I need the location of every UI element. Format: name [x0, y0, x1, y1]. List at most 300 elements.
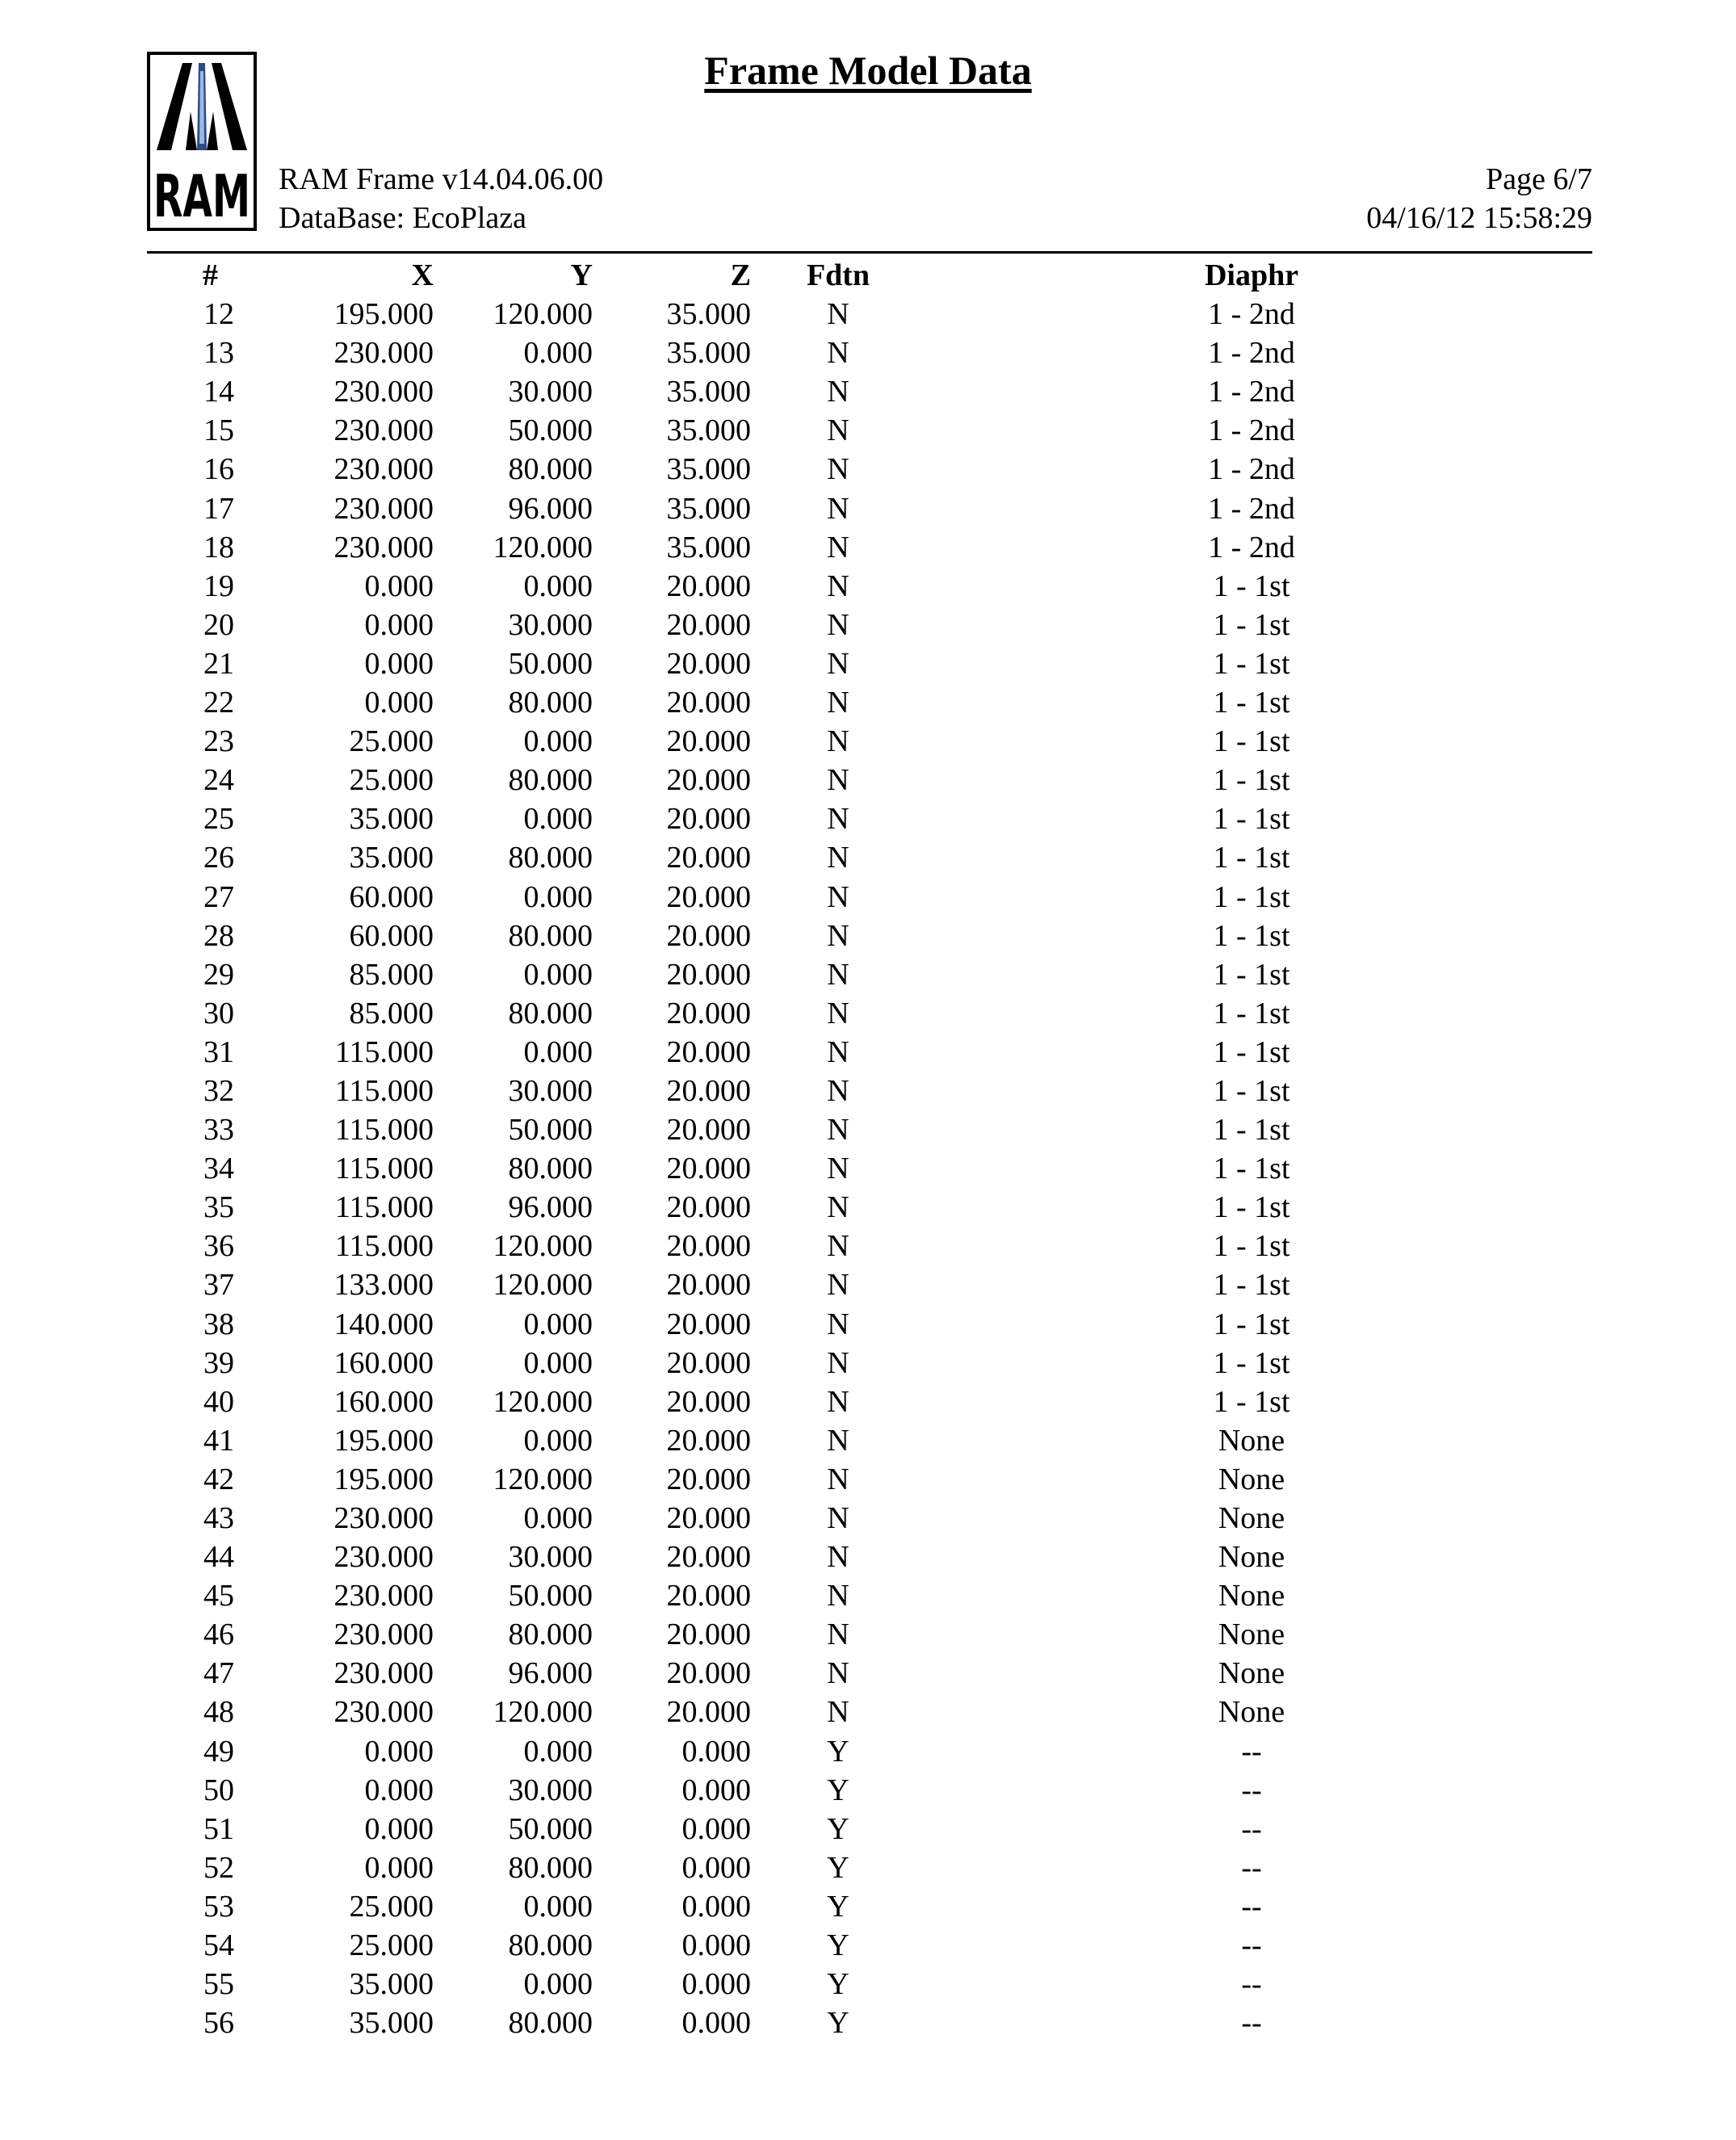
cell-x: 133.000 [333, 1268, 434, 1303]
cell-diaphr-text: None [1218, 1423, 1285, 1458]
cell-x: 140.000 [333, 1307, 434, 1341]
cell-fdtn-text: N [827, 1423, 849, 1458]
cell-y: 80.000 [508, 686, 593, 720]
cell-x: 195.000 [333, 297, 434, 332]
cell-diaphr-text: 1 - 1st [1213, 802, 1290, 837]
table-row [0, 295, 1654, 334]
cell-x: 230.000 [333, 1618, 434, 1652]
cell-y: 0.000 [523, 1307, 593, 1341]
cell-number: 19 [203, 569, 234, 603]
cell-x: 230.000 [333, 375, 434, 409]
cell-y: 80.000 [508, 1928, 593, 1963]
cell-fdtn-text: Y [827, 1734, 849, 1769]
cell-fdtn-text: Y [827, 1967, 849, 2002]
cell-diaphr-text: 1 - 1st [1213, 1229, 1290, 1264]
cell-fdtn-text: N [827, 1113, 849, 1148]
table-row [0, 372, 1654, 411]
cell-number: 32 [203, 1073, 234, 1108]
cell-z: 20.000 [666, 724, 751, 759]
table-row [0, 1848, 1654, 1887]
cell-z: 20.000 [666, 918, 751, 953]
cell-y: 0.000 [523, 724, 593, 759]
cell-x: 230.000 [333, 1656, 434, 1691]
cell-fdtn-text: N [827, 1034, 849, 1069]
cell-fdtn-text: N [827, 1268, 849, 1303]
cell-fdtn-text: N [827, 1579, 849, 1613]
cell-diaphr-text: 1 - 2nd [1208, 336, 1295, 371]
cell-number: 14 [203, 375, 234, 409]
cell-fdtn-text: N [827, 413, 849, 448]
cell-diaphr-text: 1 - 2nd [1208, 297, 1295, 332]
cell-z: 35.000 [666, 452, 751, 487]
table-row [0, 2004, 1654, 2042]
cell-y: 80.000 [508, 1152, 593, 1186]
cell-x: 0.000 [364, 607, 434, 642]
cell-diaphr-text: 1 - 1st [1213, 1113, 1290, 1148]
cell-z: 20.000 [666, 1462, 751, 1496]
table-row [0, 1421, 1654, 1460]
table-row [0, 1110, 1654, 1149]
cell-x: 35.000 [349, 2006, 434, 2041]
cell-number: 16 [203, 452, 234, 487]
cell-x: 85.000 [349, 957, 434, 992]
cell-number: 30 [203, 996, 234, 1030]
cell-x: 230.000 [333, 413, 434, 448]
cell-diaphr-text: None [1218, 1579, 1285, 1613]
cell-z: 20.000 [666, 1501, 751, 1535]
cell-y: 80.000 [508, 918, 593, 953]
cell-diaphr-text: 1 - 1st [1213, 686, 1290, 720]
cell-y: 30.000 [508, 1540, 593, 1575]
cell-y: 30.000 [508, 1073, 593, 1108]
cell-z: 20.000 [666, 1384, 751, 1419]
table-row [0, 450, 1654, 489]
cell-x: 25.000 [349, 724, 434, 759]
cell-y: 80.000 [508, 763, 593, 798]
cell-y: 120.000 [493, 530, 593, 564]
cell-diaphr-text: 1 - 1st [1213, 879, 1290, 914]
cell-number: 25 [203, 802, 234, 837]
cell-diaphr-text: 1 - 1st [1213, 569, 1290, 603]
cell-diaphr-text: 1 - 1st [1213, 607, 1290, 642]
cell-z: 20.000 [666, 996, 751, 1030]
cell-z: 20.000 [666, 1190, 751, 1225]
cell-x: 230.000 [333, 1501, 434, 1535]
cell-number: 38 [203, 1307, 234, 1341]
cell-diaphr-text: None [1218, 1462, 1285, 1496]
cell-x: 0.000 [364, 686, 434, 720]
cell-y: 120.000 [493, 297, 593, 332]
cell-number: 53 [203, 1889, 234, 1924]
cell-diaphr-text: 1 - 1st [1213, 1152, 1290, 1186]
cell-fdtn-text: N [827, 918, 849, 953]
cell-diaphr-text: -- [1241, 1734, 1262, 1769]
cell-fdtn-text: N [827, 724, 849, 759]
cell-diaphr-text: None [1218, 1540, 1285, 1575]
cell-fdtn-text: Y [827, 1889, 849, 1924]
cell-x: 115.000 [334, 1190, 434, 1225]
cell-diaphr-text: 1 - 1st [1213, 724, 1290, 759]
cell-fdtn-text: Y [827, 1811, 849, 1846]
table-row [0, 799, 1654, 838]
cell-z: 20.000 [666, 646, 751, 681]
cell-z: 0.000 [681, 1773, 751, 1807]
cell-diaphr-text: -- [1241, 1850, 1262, 1885]
cell-z: 35.000 [666, 530, 751, 564]
cell-y: 50.000 [508, 1579, 593, 1613]
cell-fdtn-text: N [827, 1190, 849, 1225]
table-row [0, 1499, 1654, 1538]
cell-fdtn-text: N [827, 1384, 849, 1419]
cell-y: 50.000 [508, 646, 593, 681]
cell-number: 13 [203, 336, 234, 371]
cell-x: 195.000 [333, 1423, 434, 1458]
cell-diaphr-text: -- [1241, 1889, 1262, 1924]
table-row [0, 489, 1654, 528]
cell-z: 20.000 [666, 1579, 751, 1613]
cell-z: 0.000 [681, 1734, 751, 1769]
table-row [0, 1926, 1654, 1965]
cell-fdtn-text: N [827, 957, 849, 992]
cell-y: 0.000 [523, 569, 593, 603]
cell-z: 20.000 [666, 1113, 751, 1148]
cell-z: 20.000 [666, 686, 751, 720]
cell-fdtn-text: N [827, 1345, 849, 1380]
cell-y: 30.000 [508, 1773, 593, 1807]
table-row [0, 1033, 1654, 1072]
cell-number: 40 [203, 1384, 234, 1419]
cell-z: 20.000 [666, 1695, 751, 1730]
cell-fdtn-text: N [827, 1462, 849, 1496]
cell-fdtn-text: N [827, 1501, 849, 1535]
cell-z: 35.000 [666, 375, 751, 409]
table-row [0, 1538, 1654, 1576]
cell-y: 0.000 [523, 1967, 593, 2002]
cell-x: 25.000 [349, 763, 434, 798]
cell-fdtn-text: Y [827, 1773, 849, 1807]
cell-number: 18 [203, 530, 234, 564]
cell-number: 20 [203, 607, 234, 642]
cell-number: 15 [203, 413, 234, 448]
cell-y: 0.000 [523, 802, 593, 837]
cell-z: 0.000 [681, 1967, 751, 2002]
cell-y: 120.000 [493, 1229, 593, 1264]
page-title: Frame Model Data [704, 48, 1032, 93]
cell-x: 230.000 [333, 1540, 434, 1575]
cell-diaphr-text: -- [1241, 1773, 1262, 1807]
cell-fdtn-text: N [827, 841, 849, 875]
cell-x: 0.000 [364, 1850, 434, 1885]
cell-diaphr-text: 1 - 2nd [1208, 452, 1295, 487]
cell-z: 35.000 [666, 297, 751, 332]
cell-diaphr-text: 1 - 1st [1213, 1307, 1290, 1341]
cell-number: 55 [203, 1967, 234, 2002]
header-divider [147, 251, 1592, 254]
cell-diaphr-text: 1 - 1st [1213, 1190, 1290, 1225]
cell-z: 20.000 [666, 1268, 751, 1303]
cell-z: 20.000 [666, 569, 751, 603]
cell-y: 0.000 [523, 1345, 593, 1380]
cell-fdtn-text: N [827, 336, 849, 371]
cell-number: 48 [203, 1695, 234, 1730]
cell-number: 17 [203, 491, 234, 526]
cell-x: 230.000 [333, 491, 434, 526]
cell-number: 56 [203, 2006, 234, 2041]
cell-x: 0.000 [364, 1811, 434, 1846]
cell-y: 50.000 [508, 1811, 593, 1846]
cell-y: 120.000 [493, 1384, 593, 1419]
cell-y: 0.000 [523, 1501, 593, 1535]
cell-x: 230.000 [333, 452, 434, 487]
table-row [0, 683, 1654, 722]
cell-z: 35.000 [666, 413, 751, 448]
cell-diaphr-text: 1 - 1st [1213, 996, 1290, 1030]
cell-diaphr-text: 1 - 1st [1213, 1384, 1290, 1419]
table-row [0, 994, 1654, 1033]
cell-x: 160.000 [333, 1384, 434, 1419]
cell-x: 230.000 [333, 1695, 434, 1730]
cell-fdtn-text: N [827, 452, 849, 487]
cell-number: 47 [203, 1656, 234, 1691]
table-row [0, 1693, 1654, 1731]
table-row [0, 1188, 1654, 1227]
cell-x: 115.000 [334, 1073, 434, 1108]
table-body [0, 295, 1654, 2042]
cell-y: 80.000 [508, 841, 593, 875]
cell-number: 36 [203, 1229, 234, 1264]
cell-fdtn-text: N [827, 879, 849, 914]
cell-fdtn-text: N [827, 1656, 849, 1691]
table-row [0, 1615, 1654, 1654]
cell-z: 20.000 [666, 1034, 751, 1069]
column-header-x: X [411, 258, 434, 292]
table-row [0, 644, 1654, 683]
cell-z: 20.000 [666, 1152, 751, 1186]
table-row [0, 1810, 1654, 1848]
cell-z: 20.000 [666, 879, 751, 914]
cell-number: 37 [203, 1268, 234, 1303]
cell-fdtn-text: N [827, 491, 849, 526]
cell-z: 35.000 [666, 491, 751, 526]
cell-x: 60.000 [349, 918, 434, 953]
cell-z: 0.000 [681, 1811, 751, 1846]
cell-x: 115.000 [334, 1152, 434, 1186]
cell-z: 20.000 [666, 1540, 751, 1575]
cell-y: 80.000 [508, 452, 593, 487]
frame-model-table [0, 256, 1654, 2042]
table-row [0, 528, 1654, 567]
table-row [0, 1771, 1654, 1810]
cell-diaphr-text: -- [1241, 1928, 1262, 1963]
cell-diaphr-text: 1 - 1st [1213, 1034, 1290, 1069]
cell-number: 43 [203, 1501, 234, 1535]
table-row [0, 1072, 1654, 1110]
cell-diaphr-text: 1 - 1st [1213, 957, 1290, 992]
table-row [0, 1576, 1654, 1615]
cell-number: 44 [203, 1540, 234, 1575]
cell-fdtn-text: Y [827, 1850, 849, 1885]
cell-z: 0.000 [681, 1850, 751, 1885]
cell-diaphr-text: 1 - 1st [1213, 918, 1290, 953]
cell-number: 52 [203, 1850, 234, 1885]
cell-diaphr-text: None [1218, 1695, 1285, 1730]
print-timestamp: 04/16/12 15:58:29 [1366, 201, 1592, 235]
cell-fdtn-text: N [827, 569, 849, 603]
cell-z: 35.000 [666, 336, 751, 371]
cell-x: 35.000 [349, 802, 434, 837]
cell-z: 20.000 [666, 1073, 751, 1108]
cell-x: 115.000 [334, 1229, 434, 1264]
cell-z: 20.000 [666, 607, 751, 642]
cell-diaphr-text: None [1218, 1501, 1285, 1535]
cell-fdtn-text: N [827, 1695, 849, 1730]
table-row [0, 1383, 1654, 1421]
table-row [0, 838, 1654, 877]
cell-x: 60.000 [349, 879, 434, 914]
cell-z: 0.000 [681, 1889, 751, 1924]
cell-diaphr-text: 1 - 1st [1213, 646, 1290, 681]
cell-z: 20.000 [666, 957, 751, 992]
cell-x: 35.000 [349, 1967, 434, 2002]
cell-diaphr-text: 1 - 2nd [1208, 413, 1295, 448]
cell-diaphr-text: -- [1241, 1811, 1262, 1846]
cell-diaphr-text: 1 - 2nd [1208, 530, 1295, 564]
cell-number: 28 [203, 918, 234, 953]
cell-y: 30.000 [508, 607, 593, 642]
cell-x: 25.000 [349, 1928, 434, 1963]
cell-number: 34 [203, 1152, 234, 1186]
cell-z: 20.000 [666, 841, 751, 875]
cell-y: 50.000 [508, 413, 593, 448]
cell-y: 96.000 [508, 491, 593, 526]
cell-z: 20.000 [666, 1618, 751, 1652]
column-header-y: Y [570, 258, 593, 292]
cell-y: 50.000 [508, 1113, 593, 1148]
cell-fdtn-text: N [827, 802, 849, 837]
cell-diaphr-text: 1 - 1st [1213, 841, 1290, 875]
page-number: Page 6/7 [1486, 162, 1592, 196]
cell-number: 29 [203, 957, 234, 992]
table-row [0, 1654, 1654, 1693]
cell-z: 0.000 [681, 2006, 751, 2041]
cell-y: 120.000 [493, 1462, 593, 1496]
table-row [0, 1227, 1654, 1265]
cell-y: 0.000 [523, 957, 593, 992]
cell-z: 20.000 [666, 1307, 751, 1341]
cell-number: 35 [203, 1190, 234, 1225]
cell-number: 39 [203, 1345, 234, 1380]
cell-fdtn-text: N [827, 1540, 849, 1575]
database-name: DataBase: EcoPlaza [279, 201, 527, 235]
cell-fdtn-text: Y [827, 1928, 849, 1963]
column-header-number: # [203, 258, 218, 292]
cell-z: 0.000 [681, 1928, 751, 1963]
table-row [0, 567, 1654, 606]
cell-x: 230.000 [333, 530, 434, 564]
svg-text:RAM: RAM [153, 162, 250, 230]
cell-number: 51 [203, 1811, 234, 1846]
cell-fdtn-text: N [827, 375, 849, 409]
table-row [0, 1344, 1654, 1383]
cell-y: 80.000 [508, 1618, 593, 1652]
table-row [0, 606, 1654, 644]
cell-x: 85.000 [349, 996, 434, 1030]
cell-x: 0.000 [364, 646, 434, 681]
cell-z: 20.000 [666, 763, 751, 798]
cell-number: 22 [203, 686, 234, 720]
cell-number: 50 [203, 1773, 234, 1807]
cell-fdtn-text: N [827, 1618, 849, 1652]
table-row [0, 1265, 1654, 1304]
cell-fdtn-text: N [827, 1307, 849, 1341]
cell-x: 25.000 [349, 1889, 434, 1924]
cell-x: 115.000 [334, 1113, 434, 1148]
cell-diaphr-text: 1 - 1st [1213, 763, 1290, 798]
cell-number: 49 [203, 1734, 234, 1769]
table-row [0, 761, 1654, 799]
table-row [0, 334, 1654, 372]
table-row [0, 878, 1654, 917]
table-row [0, 1732, 1654, 1771]
cell-fdtn-text: Y [827, 2006, 849, 2041]
cell-diaphr-text: None [1218, 1618, 1285, 1652]
cell-y: 120.000 [493, 1695, 593, 1730]
cell-y: 0.000 [523, 1423, 593, 1458]
cell-fdtn-text: N [827, 996, 849, 1030]
cell-number: 46 [203, 1618, 234, 1652]
cell-number: 42 [203, 1462, 234, 1496]
cell-number: 54 [203, 1928, 234, 1963]
cell-x: 230.000 [333, 1579, 434, 1613]
cell-y: 80.000 [508, 996, 593, 1030]
cell-number: 21 [203, 646, 234, 681]
table-row [0, 917, 1654, 955]
cell-number: 41 [203, 1423, 234, 1458]
table-row [0, 1149, 1654, 1188]
cell-number: 26 [203, 841, 234, 875]
cell-number: 27 [203, 879, 234, 914]
table-row [0, 411, 1654, 450]
cell-z: 20.000 [666, 1656, 751, 1691]
cell-x: 160.000 [333, 1345, 434, 1380]
cell-number: 45 [203, 1579, 234, 1613]
cell-y: 0.000 [523, 1734, 593, 1769]
cell-diaphr-text: 1 - 2nd [1208, 375, 1295, 409]
cell-x: 0.000 [364, 1734, 434, 1769]
cell-z: 20.000 [666, 1423, 751, 1458]
table-row [0, 1887, 1654, 1926]
table-row [0, 955, 1654, 994]
cell-fdtn-text: N [827, 1073, 849, 1108]
cell-y: 80.000 [508, 1850, 593, 1885]
table-row [0, 1965, 1654, 2004]
table-row [0, 1460, 1654, 1499]
cell-z: 20.000 [666, 1229, 751, 1264]
cell-x: 0.000 [364, 569, 434, 603]
column-header-z: Z [730, 258, 751, 292]
cell-diaphr-text: -- [1241, 2006, 1262, 2041]
cell-z: 20.000 [666, 802, 751, 837]
cell-y: 30.000 [508, 375, 593, 409]
cell-y: 80.000 [508, 2006, 593, 2041]
table-row [0, 722, 1654, 761]
cell-y: 0.000 [523, 1889, 593, 1924]
cell-y: 96.000 [508, 1190, 593, 1225]
cell-y: 0.000 [523, 879, 593, 914]
cell-diaphr-text: 1 - 1st [1213, 1345, 1290, 1380]
cell-diaphr-text: -- [1241, 1967, 1262, 2002]
program-version: RAM Frame v14.04.06.00 [279, 162, 604, 196]
